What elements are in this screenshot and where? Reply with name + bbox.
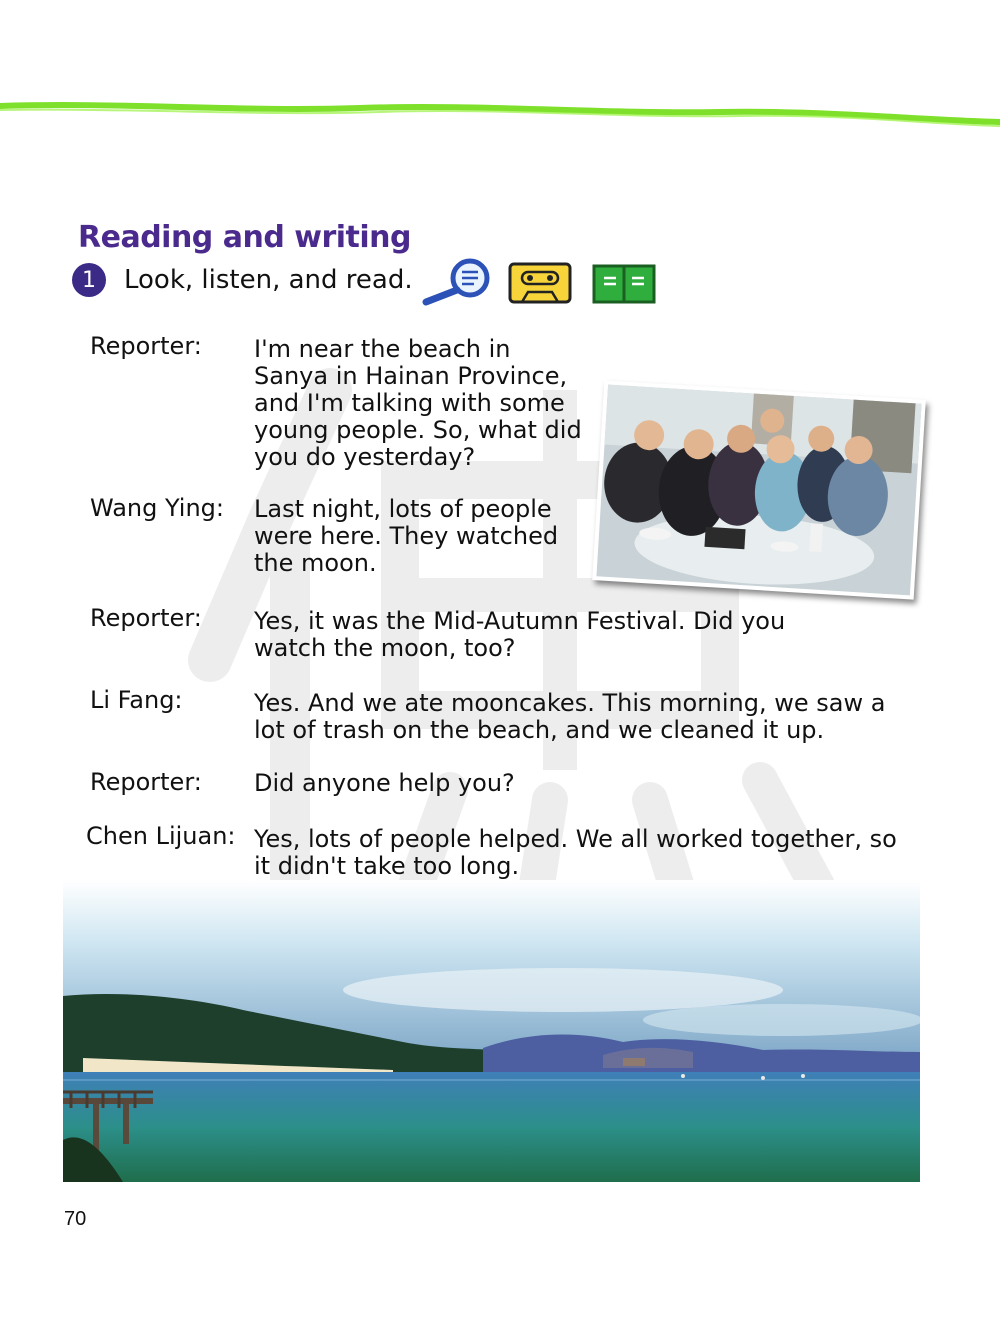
- speech-text: Last night, lots of people were here. They watched the moon.: [254, 495, 559, 577]
- speech-text: Yes, it was the Mid-Autumn Festival. Did you watch the moon, too?: [254, 607, 786, 662]
- speech-text: I'm near the beach in Sanya in Hainan Province, and I'm talking with some young people. So, what did you do yesterday?: [254, 335, 582, 471]
- beach-landscape-photo: [63, 880, 920, 1182]
- speaker-label: Li Fang:: [90, 686, 183, 714]
- speaker-label: Chen Lijuan:: [86, 822, 236, 850]
- instruction-text: Look, listen, and read.: [124, 265, 413, 295]
- speech-text: Yes. And we ate mooncakes. This morning, we saw a lot of trash on the beach, and we cleaned it up.: [254, 689, 886, 744]
- book-icon: [592, 264, 656, 304]
- exercise-number-badge: 1: [72, 263, 106, 297]
- speech-text: Yes, lots of people helped. We all worked together, so it didn't take too long.: [254, 825, 897, 880]
- speaker-label: Reporter:: [90, 768, 202, 796]
- speaker-label: Reporter:: [90, 604, 202, 632]
- page-number: 70: [64, 1208, 87, 1230]
- speaker-label: Wang Ying:: [90, 494, 224, 522]
- section-title: Reading and writing: [78, 220, 411, 255]
- exercise-instruction: [72, 262, 413, 298]
- top-decorative-stripe: [0, 0, 1000, 140]
- group-photo: [592, 380, 926, 599]
- speaker-label: Reporter:: [90, 332, 202, 360]
- speech-text: Did anyone help you?: [254, 769, 515, 797]
- cassette-icon: [508, 262, 572, 304]
- activity-icons: [420, 258, 660, 308]
- magnifier-icon: [420, 258, 494, 306]
